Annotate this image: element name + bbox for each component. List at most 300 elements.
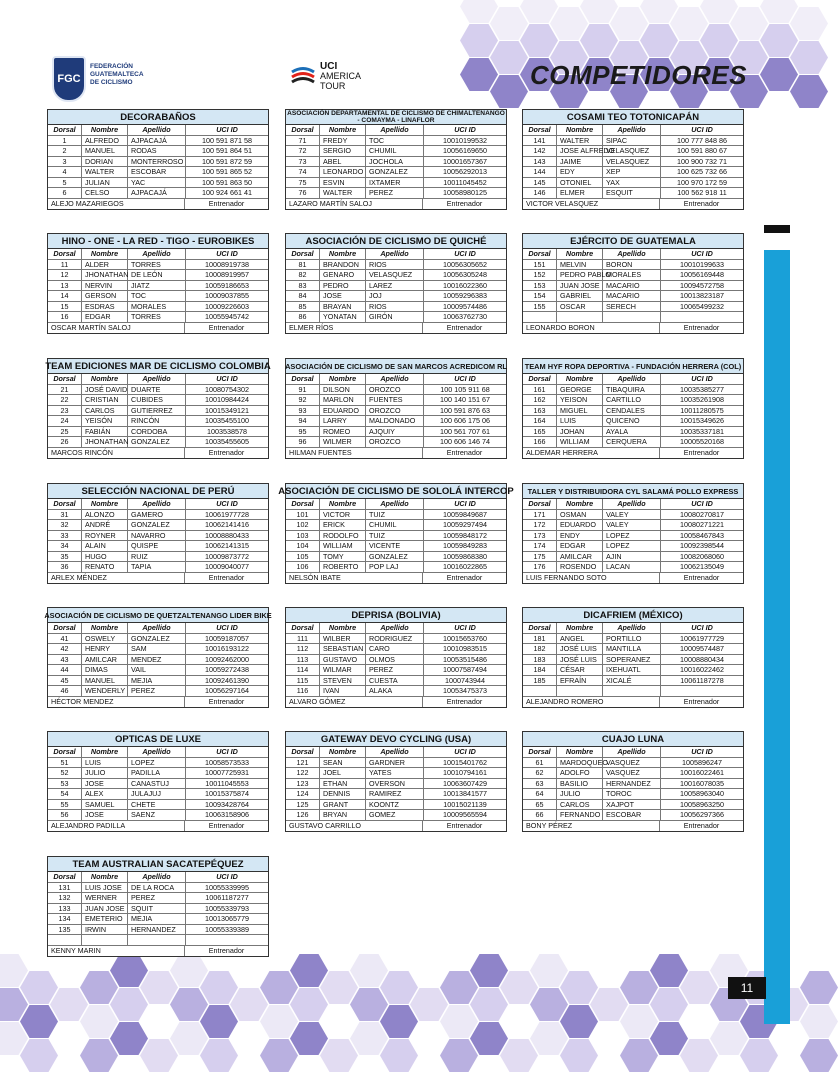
hexagon-shape — [680, 1005, 718, 1038]
table-row — [286, 541, 506, 552]
rider-last-name: DE LA ROCA — [128, 883, 186, 893]
rider-uci-id: 10061187277 — [205, 893, 249, 902]
table-row — [286, 758, 506, 769]
table-row — [286, 510, 506, 521]
rider-uci-id: 10056297164 — [205, 686, 249, 695]
rider-dorsal: 82 — [286, 270, 320, 280]
rider-last-name: RIOS — [366, 302, 424, 312]
rider-uci-id: 10056305248 — [443, 270, 487, 279]
rider-last-name: HERNANDEZ — [603, 779, 661, 789]
rider-last-name — [603, 686, 661, 696]
coach-row — [523, 573, 743, 584]
hexagon-shape — [620, 1005, 658, 1038]
hexagon-shape — [670, 7, 708, 40]
hexagon-shape — [200, 1005, 238, 1038]
rider-dorsal: 46 — [48, 686, 82, 696]
fgc-logo — [52, 56, 172, 104]
rider-first-name: ALFREDO — [82, 136, 128, 146]
rider-first-name: EMETERIO — [82, 914, 128, 924]
hexagon-shape — [80, 1005, 118, 1038]
rider-first-name: IVAN — [320, 686, 366, 696]
column-header: Dorsal — [523, 125, 557, 135]
hexagon-shape — [590, 1022, 628, 1055]
table-row — [523, 385, 743, 396]
table-row — [48, 427, 268, 438]
rider-first-name: EDUARDO — [557, 520, 603, 530]
hexagon-shape — [200, 971, 238, 1004]
rider-first-name: CELSO — [82, 188, 128, 198]
table-row — [48, 779, 268, 790]
rider-dorsal: 142 — [523, 146, 557, 156]
coach-row — [286, 573, 506, 584]
rider-dorsal: 114 — [286, 665, 320, 675]
hexagon-shape — [230, 1022, 268, 1055]
rider-uci-id: 10010984424 — [205, 395, 249, 404]
fgc-name-line: FEDERACIÓN — [90, 63, 133, 70]
rider-last-name: GOMEZ — [366, 810, 424, 820]
hexagon-shape — [790, 7, 828, 40]
rider-last-name: VAIL — [128, 665, 186, 675]
hexagon-shape — [790, 75, 828, 108]
rider-first-name: YEISON — [557, 395, 603, 405]
rider-dorsal: 115 — [286, 676, 320, 686]
team-name: CUAJO LUNA — [523, 732, 743, 747]
hexagon-shape — [440, 1005, 478, 1038]
coach-row — [286, 323, 506, 334]
rider-dorsal: 133 — [48, 904, 82, 914]
table-header-row — [48, 747, 268, 758]
table-row — [523, 437, 743, 448]
rider-first-name: OSMAN — [557, 510, 603, 520]
column-header: Dorsal — [523, 623, 557, 633]
team-name: GATEWAY DEVO CYCLING (USA) — [286, 732, 506, 747]
hexagon-shape — [470, 988, 508, 1021]
table-row — [48, 893, 268, 904]
column-header: UCI ID — [216, 623, 238, 632]
table-row — [523, 281, 743, 292]
rider-first-name: FABIÁN — [82, 427, 128, 437]
coach-row — [48, 697, 268, 708]
uci-sub-line: AMERICA — [320, 71, 362, 81]
table-row — [286, 270, 506, 281]
rider-last-name: YAC — [128, 178, 186, 188]
uci-america-tour-logo — [290, 60, 390, 96]
coach-role: Entrenador — [422, 821, 506, 832]
hexagon-shape — [200, 1039, 238, 1072]
table-row — [286, 167, 506, 178]
rider-first-name: GUSTAVO — [320, 655, 366, 665]
hexagon-shape — [260, 971, 298, 1004]
rider-first-name: BRANDON — [320, 260, 366, 270]
rider-dorsal: 64 — [523, 789, 557, 799]
team-name: ASOCIACIÓN DEPARTAMENTAL DE CICLISMO DE CHIMALTENANGO - COMAYMA - LINAFLOR — [287, 110, 505, 124]
team-name: EJÉRCITO DE GUATEMALA — [523, 234, 743, 249]
hexagon-shape — [650, 954, 688, 987]
rider-first-name: GERSON — [82, 291, 128, 301]
column-header: Dorsal — [286, 249, 320, 259]
rider-first-name: LUIS — [82, 758, 128, 768]
coach-row — [286, 697, 506, 708]
column-header: Nombre — [320, 747, 366, 757]
hexagon-shape — [560, 1039, 598, 1072]
rider-last-name: TORRES — [128, 260, 186, 270]
rider-last-name: VALEY — [603, 520, 661, 530]
rider-uci-id: 10063762730 — [443, 312, 487, 321]
rider-last-name: GONZALEZ — [128, 437, 186, 447]
coach-role: Entrenador — [422, 697, 506, 708]
column-header: Nombre — [557, 249, 603, 259]
table-row — [48, 800, 268, 811]
column-header: Apellido — [603, 125, 661, 135]
rider-uci-id: 10016078035 — [680, 778, 724, 788]
rider-uci-id: 10010794161 — [443, 768, 487, 777]
rider-dorsal: 44 — [48, 665, 82, 675]
column-header: Dorsal — [48, 499, 82, 509]
rider-dorsal: 42 — [48, 644, 82, 654]
rider-dorsal: 56 — [48, 810, 82, 820]
rider-first-name: ALEX — [82, 789, 128, 799]
hexagon-shape — [170, 988, 208, 1021]
coach-role: Entrenador — [422, 573, 506, 584]
table-row — [523, 291, 743, 302]
rider-first-name: WILMAR — [320, 665, 366, 675]
table-header-row — [523, 374, 743, 385]
rider-dorsal: 54 — [48, 789, 82, 799]
table-header-row — [523, 747, 743, 758]
team-table — [285, 358, 507, 459]
rider-dorsal: 62 — [523, 768, 557, 778]
table-row — [286, 644, 506, 655]
rider-last-name: SQUIT — [128, 904, 186, 914]
rider-dorsal — [523, 312, 557, 322]
column-header: Dorsal — [286, 747, 320, 757]
rider-last-name: SERECH — [603, 302, 661, 312]
rider-last-name: YAX — [603, 178, 661, 188]
rider-dorsal: 116 — [286, 686, 320, 696]
rider-first-name: ADOLFO — [557, 768, 603, 778]
rider-uci-id: 10058467843 — [680, 530, 724, 540]
rider-dorsal: 4 — [48, 167, 82, 177]
hexagon-shape — [230, 988, 268, 1021]
hexagon-shape — [80, 971, 118, 1004]
coach-row — [48, 573, 268, 584]
rider-last-name: VALEY — [603, 510, 661, 520]
rider-first-name: JULIO — [557, 789, 603, 799]
coach-name: MARCOS RINCÓN — [51, 447, 113, 457]
table-row — [48, 810, 268, 821]
rider-first-name: RODOLFO — [320, 531, 366, 541]
rider-dorsal: 102 — [286, 520, 320, 530]
column-header: Nombre — [557, 374, 603, 384]
rider-first-name: SEBASTIAN — [320, 644, 366, 654]
rider-dorsal: 175 — [523, 552, 557, 562]
rider-dorsal: 132 — [48, 893, 82, 903]
rider-uci-id: 10058573533 — [205, 757, 249, 767]
hexagon-shape — [440, 971, 478, 1004]
table-row — [523, 800, 743, 811]
hexagon-shape — [20, 1039, 58, 1072]
rider-uci-id: 100 924 661 41 — [202, 188, 252, 197]
rider-dorsal: 72 — [286, 146, 320, 156]
rider-last-name: MANTILLA — [603, 644, 661, 654]
rider-dorsal — [48, 935, 82, 945]
rider-last-name: XICALÉ — [603, 676, 661, 686]
rider-uci-id: 100 625 732 66 — [677, 167, 727, 176]
column-header: UCI ID — [216, 374, 238, 383]
table-row — [48, 935, 268, 946]
rider-first-name: PEDRO PABLO — [557, 270, 603, 280]
table-header-row — [48, 623, 268, 634]
coach-name: LUIS FERNANDO SOTO — [526, 572, 607, 582]
hexagon-shape — [170, 1022, 208, 1055]
rider-dorsal: 151 — [523, 260, 557, 270]
rider-uci-id: 10016193122 — [205, 644, 249, 653]
column-header: Nombre — [82, 747, 128, 757]
column-header: Apellido — [128, 747, 186, 757]
rider-last-name: SOPERANEZ — [603, 655, 661, 665]
rider-dorsal: 152 — [523, 270, 557, 280]
rider-uci-id: 10009873772 — [205, 551, 249, 561]
rider-first-name: CARLOS — [82, 406, 128, 416]
rider-dorsal: 34 — [48, 541, 82, 551]
column-header: UCI ID — [216, 747, 238, 756]
rider-dorsal: 43 — [48, 655, 82, 665]
team-name: ASOCIACIÓN DE CICLISMO DE SAN MARCOS ACREDICOM RL — [286, 359, 506, 374]
table-row — [286, 789, 506, 800]
column-header: Dorsal — [286, 125, 320, 135]
rider-dorsal: 11 — [48, 260, 82, 270]
rider-dorsal: 165 — [523, 427, 557, 437]
rider-last-name: OROZCO — [366, 406, 424, 416]
table-header-row — [48, 249, 268, 260]
column-header: Nombre — [557, 499, 603, 509]
rider-uci-id: 100 591 865 52 — [202, 167, 252, 176]
rider-last-name: RODAS — [128, 146, 186, 156]
table-row — [523, 136, 743, 147]
rider-dorsal: 26 — [48, 437, 82, 447]
table-row — [48, 146, 268, 157]
table-row — [48, 925, 268, 936]
rider-uci-id: 1005896247 — [682, 757, 722, 767]
rider-last-name: VICENTE — [366, 541, 424, 551]
rider-dorsal: 63 — [523, 779, 557, 789]
table-row — [286, 312, 506, 323]
rider-dorsal: 65 — [523, 800, 557, 810]
coach-name: ALDEMAR HERRERA — [526, 447, 598, 457]
hexagon-pattern-bottom — [0, 954, 790, 1024]
team-name: OPTICAS DE LUXE — [48, 732, 268, 747]
rider-last-name: AJQUIY — [366, 427, 424, 437]
rider-first-name: OSWELY — [82, 634, 128, 644]
rider-uci-id: 10009037855 — [205, 291, 249, 300]
rider-first-name: DILSON — [320, 385, 366, 395]
hexagon-shape — [530, 988, 568, 1021]
table-row — [48, 188, 268, 199]
uci-sub-line: TOUR — [320, 80, 346, 91]
hexagon-shape — [710, 1022, 748, 1055]
rider-last-name: VASQUEZ — [603, 758, 661, 768]
table-row — [286, 779, 506, 790]
rider-first-name: JOEL — [320, 768, 366, 778]
table-row — [286, 416, 506, 427]
rider-first-name: JULIAN — [82, 178, 128, 188]
table-row — [523, 810, 743, 821]
table-row — [48, 167, 268, 178]
rider-first-name: MANUEL — [82, 146, 128, 156]
table-row — [48, 302, 268, 313]
coach-name: KENNY MARIN — [51, 945, 101, 955]
column-header: Dorsal — [286, 623, 320, 633]
rider-first-name: CÉSAR — [557, 665, 603, 675]
rider-uci-id: 10092462000 — [205, 654, 249, 664]
rider-first-name: HENRY — [82, 644, 128, 654]
rider-dorsal: 85 — [286, 302, 320, 312]
coach-name: HÉCTOR MENDEZ — [51, 696, 114, 706]
rider-dorsal: 111 — [286, 634, 320, 644]
rider-uci-id: 10063607429 — [443, 778, 487, 788]
table-row — [286, 520, 506, 531]
hexagon-shape — [50, 1022, 88, 1055]
rider-first-name: WERNER — [82, 893, 128, 903]
team-name: DECORABAÑOS — [48, 110, 268, 125]
table-row — [286, 395, 506, 406]
column-header: Apellido — [603, 249, 661, 259]
team-table — [278, 483, 514, 584]
coach-name: HILMAN FUENTES — [289, 447, 352, 457]
hexagon-shape — [490, 75, 528, 108]
rider-last-name: RAMIREZ — [366, 789, 424, 799]
rider-dorsal: 161 — [523, 385, 557, 395]
rider-dorsal: 36 — [48, 562, 82, 572]
rider-last-name: TOC — [128, 291, 186, 301]
rider-uci-id: 100 591 871 58 — [202, 135, 252, 145]
table-header-row — [286, 623, 506, 634]
team-table — [47, 233, 269, 334]
hexagon-shape — [610, 7, 648, 40]
column-header: Apellido — [603, 499, 661, 509]
coach-role: Entrenador — [184, 821, 268, 832]
rider-dorsal: 125 — [286, 800, 320, 810]
rider-last-name: MENDEZ — [128, 655, 186, 665]
hexagon-shape — [380, 1005, 418, 1038]
rider-dorsal: 52 — [48, 768, 82, 778]
table-row — [48, 281, 268, 292]
rider-first-name: OTONIEL — [557, 178, 603, 188]
column-header: UCI ID — [454, 125, 476, 134]
table-row — [48, 291, 268, 302]
rider-uci-id: 100 140 151 67 — [440, 395, 490, 404]
rider-last-name: VELASQUEZ — [603, 157, 661, 167]
rider-first-name: BASILIO — [557, 779, 603, 789]
uci-rainbow-icon — [290, 63, 316, 89]
hexagon-shape — [620, 971, 658, 1004]
coach-role: Entrenador — [659, 573, 743, 584]
table-row — [48, 644, 268, 655]
rider-uci-id: 10015349626 — [680, 416, 724, 425]
column-header: Nombre — [82, 623, 128, 633]
rider-last-name: ALAKA — [366, 686, 424, 696]
rider-first-name: FERNANDO — [557, 810, 603, 820]
table-row — [523, 395, 743, 406]
rider-uci-id: 10059296383 — [443, 291, 487, 300]
rider-last-name: PEREZ — [128, 686, 186, 696]
table-row — [286, 800, 506, 811]
rider-dorsal: 55 — [48, 800, 82, 810]
rider-dorsal: 3 — [48, 157, 82, 167]
hexagon-shape — [410, 988, 448, 1021]
coach-name: LEONARDO BORON — [526, 322, 595, 332]
hexagon-shape — [470, 1022, 508, 1055]
rider-dorsal: 174 — [523, 541, 557, 551]
hexagon-shape — [700, 24, 738, 57]
rider-uci-id: 10007725931 — [205, 768, 249, 777]
table-row — [48, 883, 268, 894]
rider-last-name: FUENTES — [366, 395, 424, 405]
team-name: DICAFRIEM (MÉXICO) — [523, 608, 743, 623]
coach-role: Entrenador — [184, 946, 268, 957]
rider-last-name: CORDOBA — [128, 427, 186, 437]
column-header: UCI ID — [691, 499, 713, 508]
team-table — [522, 483, 744, 584]
column-header: UCI ID — [454, 747, 476, 756]
hexagon-pattern-top — [460, 0, 790, 110]
rider-first-name: GABRIEL — [557, 291, 603, 301]
table-row — [48, 157, 268, 168]
rider-uci-id: 10053515486 — [443, 654, 487, 664]
table-row — [523, 779, 743, 790]
table-row — [48, 686, 268, 697]
rider-first-name: AMILCAR — [557, 552, 603, 562]
coach-row — [48, 946, 268, 957]
rider-last-name: TOROC — [603, 789, 661, 799]
coach-role: Entrenador — [659, 697, 743, 708]
hexagon-shape — [140, 971, 178, 1004]
rider-uci-id: 10056292013 — [443, 167, 487, 176]
table-row — [48, 904, 268, 915]
rider-last-name: DE LEÓN — [128, 270, 186, 280]
team-table — [522, 731, 744, 832]
table-row — [523, 188, 743, 199]
rider-dorsal: 45 — [48, 676, 82, 686]
column-header: Dorsal — [48, 249, 82, 259]
rider-dorsal: 41 — [48, 634, 82, 644]
table-row — [286, 655, 506, 666]
rider-uci-id: 10013841577 — [443, 789, 487, 798]
rider-last-name: JOCHOLA — [366, 157, 424, 167]
hexagon-shape — [800, 1039, 838, 1072]
coach-role: Entrenador — [184, 448, 268, 459]
rider-uci-id: 10055339995 — [205, 882, 249, 892]
hexagon-shape — [290, 988, 328, 1021]
rider-first-name: OSCAR — [557, 302, 603, 312]
column-header: Nombre — [82, 872, 128, 882]
table-row — [48, 676, 268, 687]
table-row — [48, 136, 268, 147]
rider-first-name: JHONATHAN — [82, 437, 128, 447]
rider-last-name: RINCÓN — [128, 416, 186, 426]
team-name: ASOCIACIÓN DE CICLISMO DE QUICHÉ — [286, 234, 506, 249]
rider-first-name: ROYNER — [82, 531, 128, 541]
rider-uci-id: 10016022865 — [443, 562, 487, 571]
column-header: Nombre — [82, 249, 128, 259]
rider-uci-id: 10016022461 — [680, 768, 724, 777]
column-header: UCI ID — [454, 374, 476, 383]
coach-name: ELMER RÍOS — [289, 322, 334, 332]
rider-first-name: CRISTIAN — [82, 395, 128, 405]
rider-uci-id: 10010199532 — [443, 135, 487, 145]
rider-last-name: MACARIO — [603, 291, 661, 301]
team-name: TEAM EDICIONES MAR DE CICLISMO COLOMBIA — [48, 359, 268, 374]
